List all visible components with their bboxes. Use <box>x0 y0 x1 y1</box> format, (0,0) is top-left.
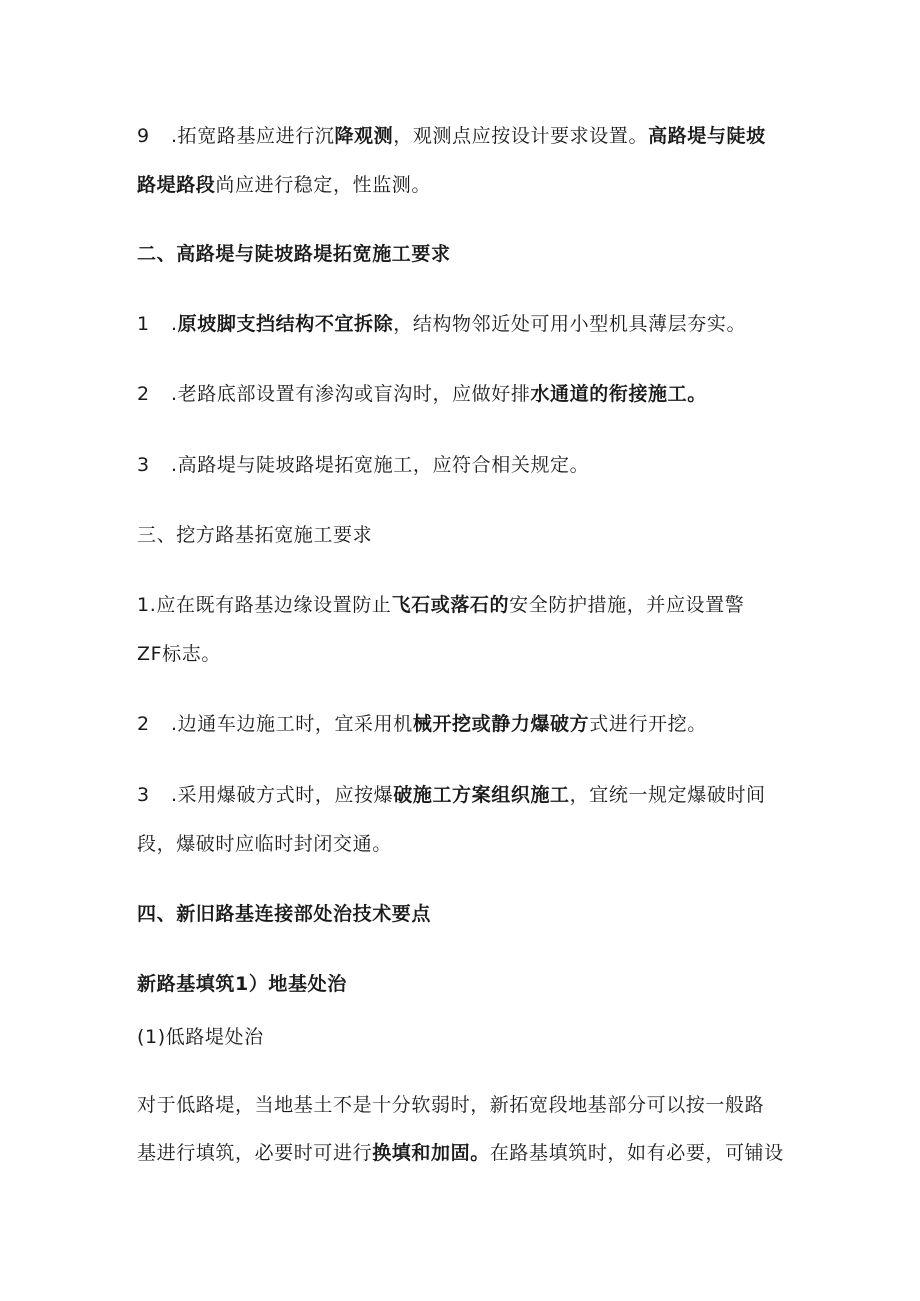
text: ZF标志。 <box>137 643 221 665</box>
item-number: 3 <box>137 784 150 806</box>
section-heading-2 <box>137 241 451 267</box>
text: (1)低路堤处治 <box>137 1026 264 1048</box>
bold-text: 降观测 <box>334 125 394 147</box>
item-number: 3 <box>137 454 150 476</box>
text: 对于低路堤，当地基土不是十分软弱时，新拓宽段地基部分可以按一般路 <box>137 1094 765 1116</box>
bold-text: 路堤路段 <box>137 174 216 196</box>
bold-text: 械开挖或静力爆破方 <box>412 713 590 735</box>
text: 式进行开挖。 <box>589 713 707 735</box>
item-9-line-1 <box>137 123 766 149</box>
section-3-item-3-line-2 <box>137 831 392 857</box>
section-heading-4 <box>137 901 431 927</box>
text: .边通车边施工时，宜采用机 <box>171 713 413 735</box>
text: 安全防护措施，并应设置警 <box>509 594 745 616</box>
text: 尚应进行稳定，性监测。 <box>215 174 432 196</box>
item-number: 2 <box>137 713 150 735</box>
heading-text: 三、挖方路基拓宽施工要求 <box>137 524 373 546</box>
text: ，结构物邻近处可用小型机具薄层夯实。 <box>393 313 747 335</box>
heading-text: 四、新旧路基连接部处治技术要点 <box>137 903 432 925</box>
text: .高路堤与陡坡路堤拓宽施工，应符合相关规定。 <box>171 454 590 476</box>
text: 段，爆破时应临时封闭交通。 <box>137 833 392 855</box>
section-2-item-1 <box>137 311 746 337</box>
section-3-item-1-line-2 <box>137 641 221 667</box>
section-3-item-3-line-1 <box>137 782 766 808</box>
text: ，宜统一规定爆破时间 <box>569 784 766 806</box>
text: . <box>171 313 178 335</box>
text: 1.应在既有路基边缘设置防止 <box>137 594 392 616</box>
subsection-low-embankment <box>137 1024 264 1050</box>
text: .采用爆破方式时，应按爆 <box>171 784 394 806</box>
heading-text: 二、高路堤与陡坡路堤拓宽施工要求 <box>137 243 451 265</box>
item-number: 9 <box>137 125 150 147</box>
text: .拓宽路基应进行沉 <box>171 125 335 147</box>
text: ，观测点应按设计要求设置。 <box>393 125 649 147</box>
bold-text: 破施工方案组织施工 <box>393 784 570 806</box>
section-heading-3 <box>137 522 372 548</box>
text: .老路底部设置有渗沟或盲沟时，应做好排 <box>171 383 531 405</box>
paragraph-last-line-1 <box>137 1092 764 1118</box>
bold-text: 换填和加固。 <box>372 1142 490 1164</box>
bold-text: 水通道的衔接施工。 <box>530 383 707 405</box>
section-3-item-1-line-1 <box>137 592 744 618</box>
text: 在路基填筑时，如有必要，可铺设 <box>489 1142 784 1164</box>
item-number: 2 <box>137 383 150 405</box>
text: 基进行填筑，必要时可进行 <box>137 1142 373 1164</box>
bold-text: 高路堤与陡坡 <box>648 125 766 147</box>
heading-text: 新路基填筑1）地基处治 <box>137 973 347 995</box>
section-2-item-2 <box>137 381 707 407</box>
paragraph-last-line-2 <box>137 1140 784 1166</box>
section-3-item-2 <box>137 711 707 737</box>
subheading-new-roadbed <box>137 971 347 997</box>
item-number: 1 <box>137 313 150 335</box>
item-9-line-2 <box>137 172 431 198</box>
section-2-item-3 <box>137 452 589 478</box>
bold-text: 飞石或落石的 <box>391 594 510 616</box>
bold-text: 原坡脚支挡结构不宜拆除 <box>177 313 394 335</box>
